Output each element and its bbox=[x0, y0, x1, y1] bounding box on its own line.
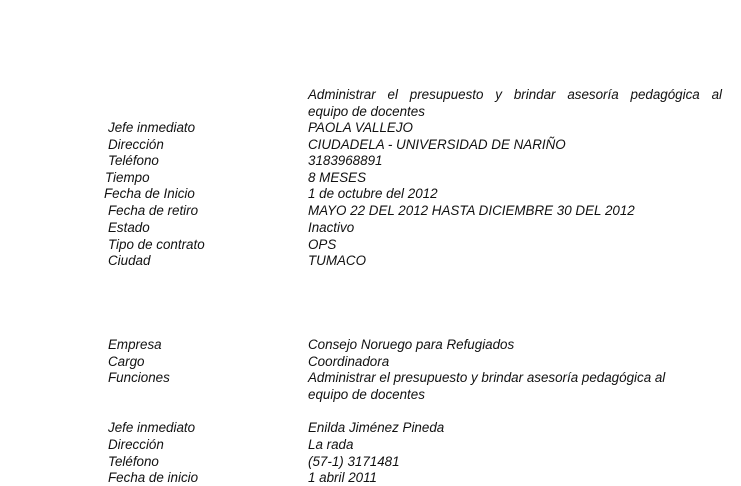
block1-value-tipo-contrato: OPS bbox=[308, 236, 337, 252]
block1-label-telefono: Teléfono bbox=[108, 153, 159, 168]
block2-value-fecha-inicio: 1 abril 2011 bbox=[308, 470, 377, 485]
block2-funciones-line2: equipo de docentes bbox=[308, 386, 425, 402]
block1-label-estado: Estado bbox=[108, 219, 150, 235]
block1-value-estado: Inactivo bbox=[308, 219, 355, 235]
block2-label-fecha-inicio: Fecha de inicio bbox=[108, 470, 199, 485]
block2-label-telefono: Teléfono bbox=[108, 453, 159, 469]
block1-funciones-line2: equipo de docentes bbox=[308, 103, 425, 119]
block1-label-fecha-retiro: Fecha de retiro bbox=[108, 203, 199, 218]
block2-label-jefe: Jefe inmediato bbox=[108, 420, 196, 435]
block1-value-fecha-inicio: 1 de octubre del 2012 bbox=[308, 186, 438, 201]
block1-value-ciudad: TUMACO bbox=[308, 253, 367, 268]
block2-value-direccion: La rada bbox=[308, 437, 354, 452]
block1-value-jefe: PAOLA VALLEJO bbox=[308, 120, 413, 135]
block1-value-tiempo: 8 MESES bbox=[308, 169, 367, 185]
block1-label-ciudad: Ciudad bbox=[108, 253, 151, 268]
block1-funciones-text bbox=[308, 87, 722, 120]
block2-value-cargo: Coordinadora bbox=[308, 353, 390, 369]
block1-label-fecha-inicio: Fecha de Inicio bbox=[104, 186, 195, 201]
block2-label-funciones: Funciones bbox=[108, 370, 170, 385]
block2-label-direccion: Dirección bbox=[108, 437, 164, 452]
block1-label-direccion: Dirección bbox=[108, 136, 164, 152]
block1-value-telefono: 3183968891 bbox=[308, 153, 383, 168]
block2-label-empresa: Empresa bbox=[108, 337, 162, 352]
block1-value-direccion: CIUDADELA - UNIVERSIDAD DE NARIÑO bbox=[308, 136, 566, 152]
block1-label-jefe: Jefe inmediato bbox=[108, 120, 196, 135]
block2-funciones-line1: Administrar el presupuesto y brindar asesoría pedagógica al bbox=[308, 370, 666, 385]
block1-label-tipo-contrato: Tipo de contrato bbox=[108, 236, 205, 252]
block2-value-telefono: (57-1) 3171481 bbox=[308, 453, 400, 469]
block2-value-jefe: Enilda Jiménez Pineda bbox=[308, 420, 445, 435]
block2-value-empresa: Consejo Noruego para Refugiados bbox=[308, 337, 515, 352]
block1-value-fecha-retiro: MAYO 22 DEL 2012 HASTA DICIEMBRE 30 DEL 2012 bbox=[308, 203, 635, 218]
block1-label-tiempo: Tiempo bbox=[105, 169, 150, 185]
block2-label-cargo: Cargo bbox=[108, 353, 145, 369]
block1-funciones-line1: Administrar el presupuesto y brindar asesoría pedagógica al bbox=[308, 87, 722, 102]
